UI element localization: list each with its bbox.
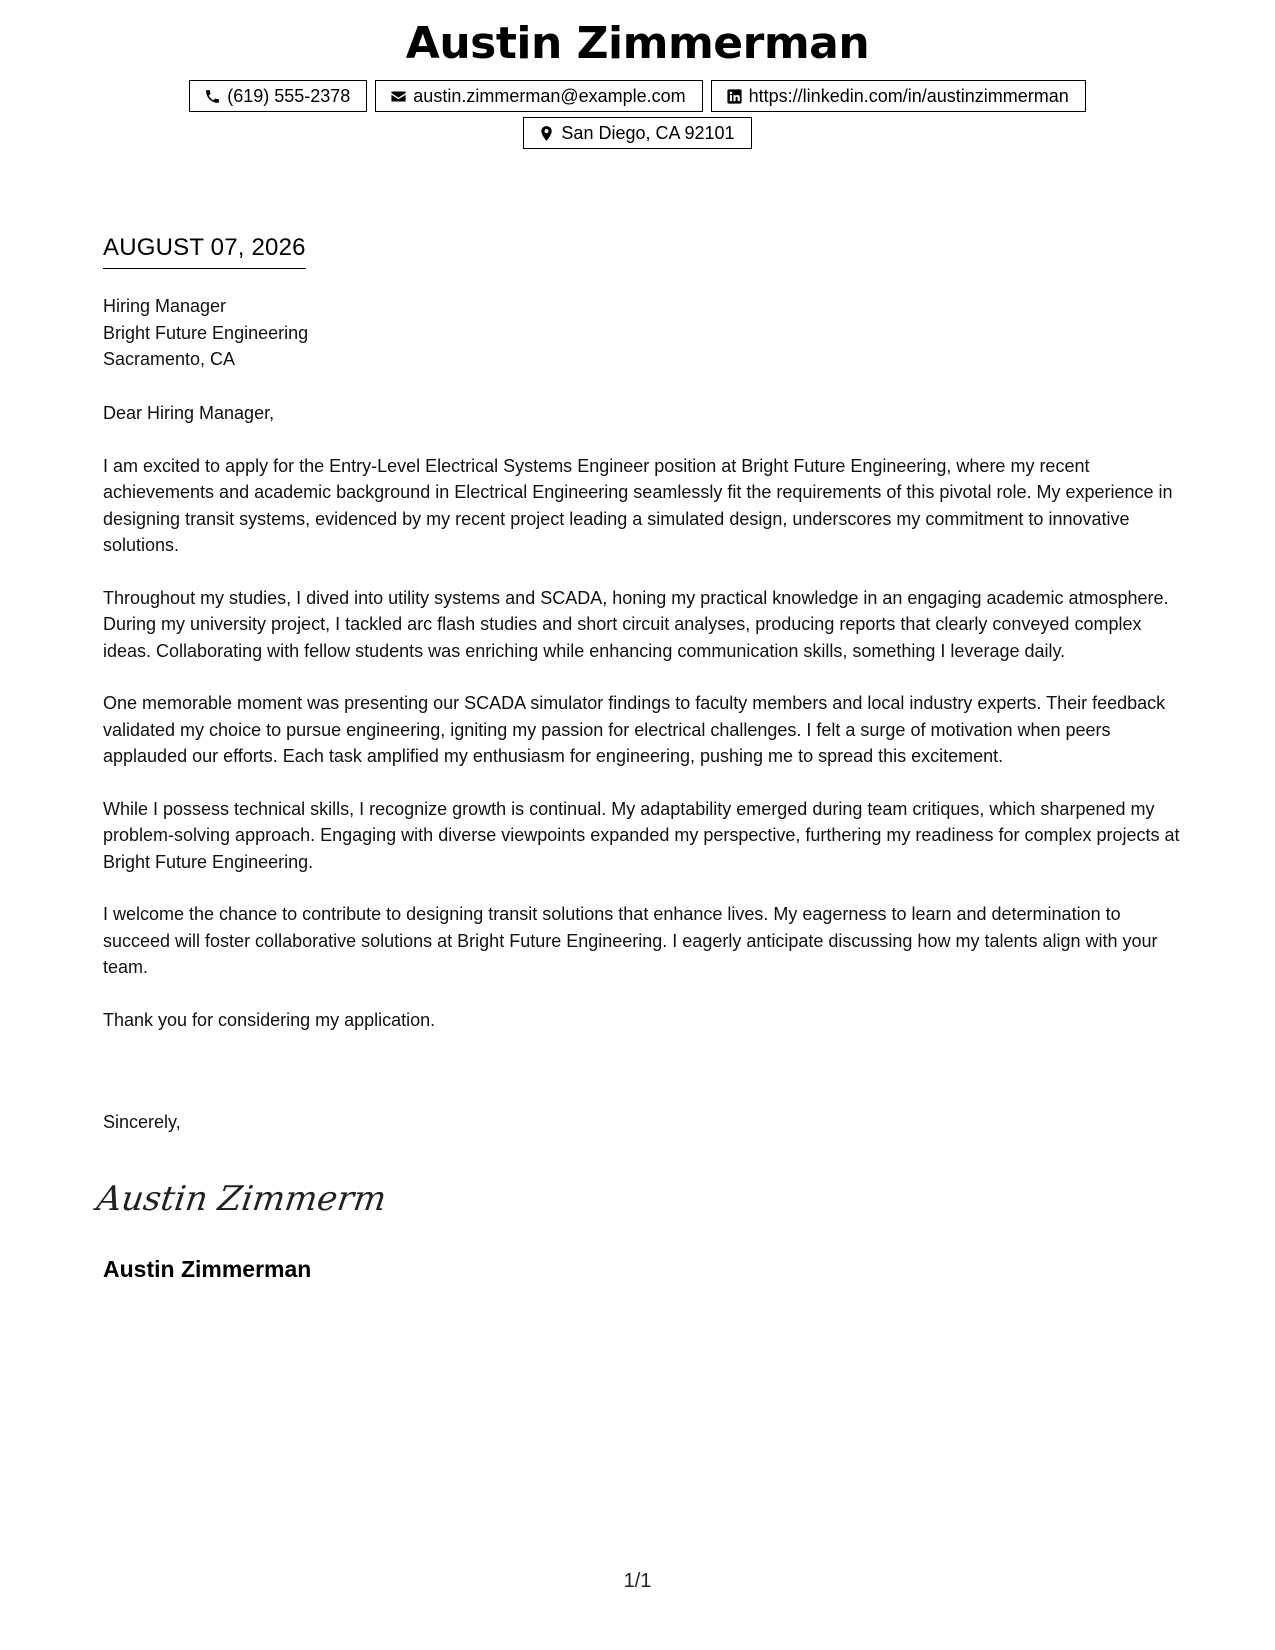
- envelope-icon: [390, 88, 407, 105]
- letter-date: AUGUST 07, 2026: [103, 234, 306, 269]
- recipient-location: Sacramento, CA: [103, 349, 236, 369]
- body-paragraph: Thank you for considering my application.: [103, 1009, 436, 1030]
- contact-location-text: San Diego, CA 92101: [561, 122, 735, 143]
- contact-phone-text: (619) 555-2378: [227, 85, 351, 106]
- contact-email-chip[interactable]: [375, 80, 702, 112]
- salutation: Dear Hiring Manager,: [103, 403, 275, 423]
- letter-body: [103, 400, 1183, 1059]
- map-pin-icon: [538, 125, 555, 142]
- contact-location-chip: [523, 117, 751, 149]
- contact-linkedin-text[interactable]: https://linkedin.com/in/austinzimmerman: [748, 85, 1069, 106]
- contact-row-secondary: [0, 117, 1275, 149]
- recipient-title: Hiring Manager: [103, 296, 227, 316]
- closing-line: Sincerely,: [103, 1112, 181, 1132]
- contact-linkedin-chip[interactable]: [711, 80, 1086, 112]
- body-paragraph: Throughout my studies, I dived into utility systems and SCADA, honing my practical knowledge in an engaging academic atmosphere. During my university project, I tackled arc flash studies and short circuit analyses, producing reports that clearly conveyed complex ideas. Collaborating with fellow students was enriching while enhancing communication skills, something I leverage daily.: [103, 587, 1169, 661]
- body-paragraph: While I possess technical skills, I recognize growth is continual. My adaptability emerged during team critiques, which sharpened my problem-solving approach. Engaging with diverse viewpoints expanded my perspective, furthering my readiness for complex projects at Bright Future Engineering.: [103, 798, 1180, 872]
- signer-name: Austin Zimmerman: [103, 1256, 312, 1282]
- body-paragraph: I welcome the chance to contribute to designing transit solutions that enhance lives. My eagerness to learn and determination to succeed will foster collaborative solutions at Bright Future Engineering. I eagerly anticipate discussing how my talents align with your team.: [103, 904, 1158, 977]
- signature-text: Austin Zimmerm: [94, 1179, 389, 1219]
- contact-row-primary: [0, 80, 1275, 112]
- contact-email-text[interactable]: austin.zimmerman@example.com: [413, 85, 686, 106]
- phone-icon: [204, 88, 221, 105]
- contact-phone-chip: [189, 80, 367, 112]
- page-indicator: 1/1: [623, 1570, 652, 1592]
- recipient-block: [103, 293, 308, 373]
- linkedin-icon: [726, 88, 743, 105]
- body-paragraph: One memorable moment was presenting our SCADA simulator findings to faculty members and local industry experts. Their feedback validated my choice to pursue engineering, igniting my passion for electrical challenges. I felt a surge of motivation when peers applauded our efforts. Each task amplified my enthusiasm for engineering, pushing me to spread this excitement.: [103, 693, 1166, 766]
- recipient-company: Bright Future Engineering: [103, 322, 309, 343]
- handwritten-signature: [94, 1172, 389, 1222]
- applicant-name-heading: Austin Zimmerman: [405, 18, 870, 69]
- body-paragraph: I am excited to apply for the Entry-Level Electrical Systems Engineer position at Bright Future Engineering, where my recent achievements and academic background in Electrical Engineering seamlessly fit the requirements of this pivotal role. My experience in designing transit systems, evidenced by my recent project leading a simulated design, underscores my commitment to innovative solutions.: [103, 455, 1173, 555]
